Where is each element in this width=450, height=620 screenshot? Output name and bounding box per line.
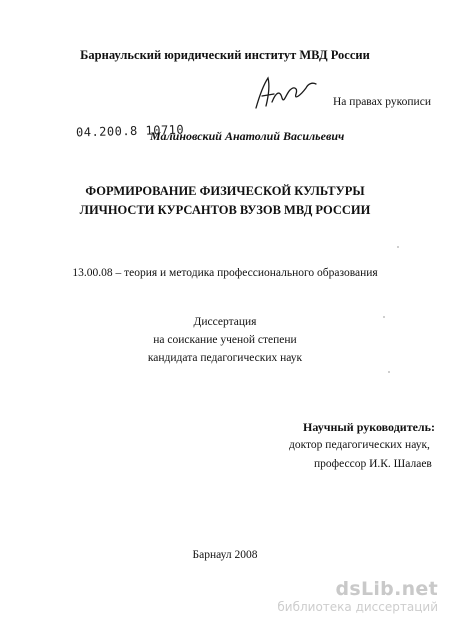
supervisor-heading: Научный руководитель: (303, 420, 435, 434)
scan-speck (388, 371, 390, 373)
scan-speck (383, 316, 385, 318)
supervisor-name: профессор И.К. Шалаев (314, 458, 432, 470)
supervisor-degree: доктор педагогических наук, (289, 439, 430, 451)
manuscript-rights-note: На правах рукописи (333, 96, 431, 108)
watermark-subtitle: библиотека диссертаций (277, 600, 438, 614)
scan-speck (397, 246, 399, 248)
dissertation-title-line-1: ФОРМИРОВАНИЕ ФИЗИЧЕСКОЙ КУЛЬТУРЫ (85, 184, 365, 198)
watermark-logo: dsLib.net (335, 578, 438, 600)
dissertation-label: Диссертация (193, 316, 257, 328)
city-year: Барнаул 2008 (192, 549, 258, 561)
degree-name: кандидата педагогических наук (147, 352, 303, 364)
dissertation-title-line-2: ЛИЧНОСТИ КУРСАНТОВ ВУЗОВ МВД РОССИИ (79, 203, 371, 217)
registration-stamp-number: 04.200.8 10710 (75, 122, 185, 140)
handwritten-signature (250, 72, 320, 114)
specialty-code: 13.00.08 – теория и методика профессионального образования (72, 267, 378, 279)
institute-name: Барнаульский юридический институт МВД России (80, 48, 370, 62)
author-name: Малиновский Анатолий Васильевич (150, 129, 345, 143)
degree-purpose: на соискание ученой степени (153, 334, 297, 346)
